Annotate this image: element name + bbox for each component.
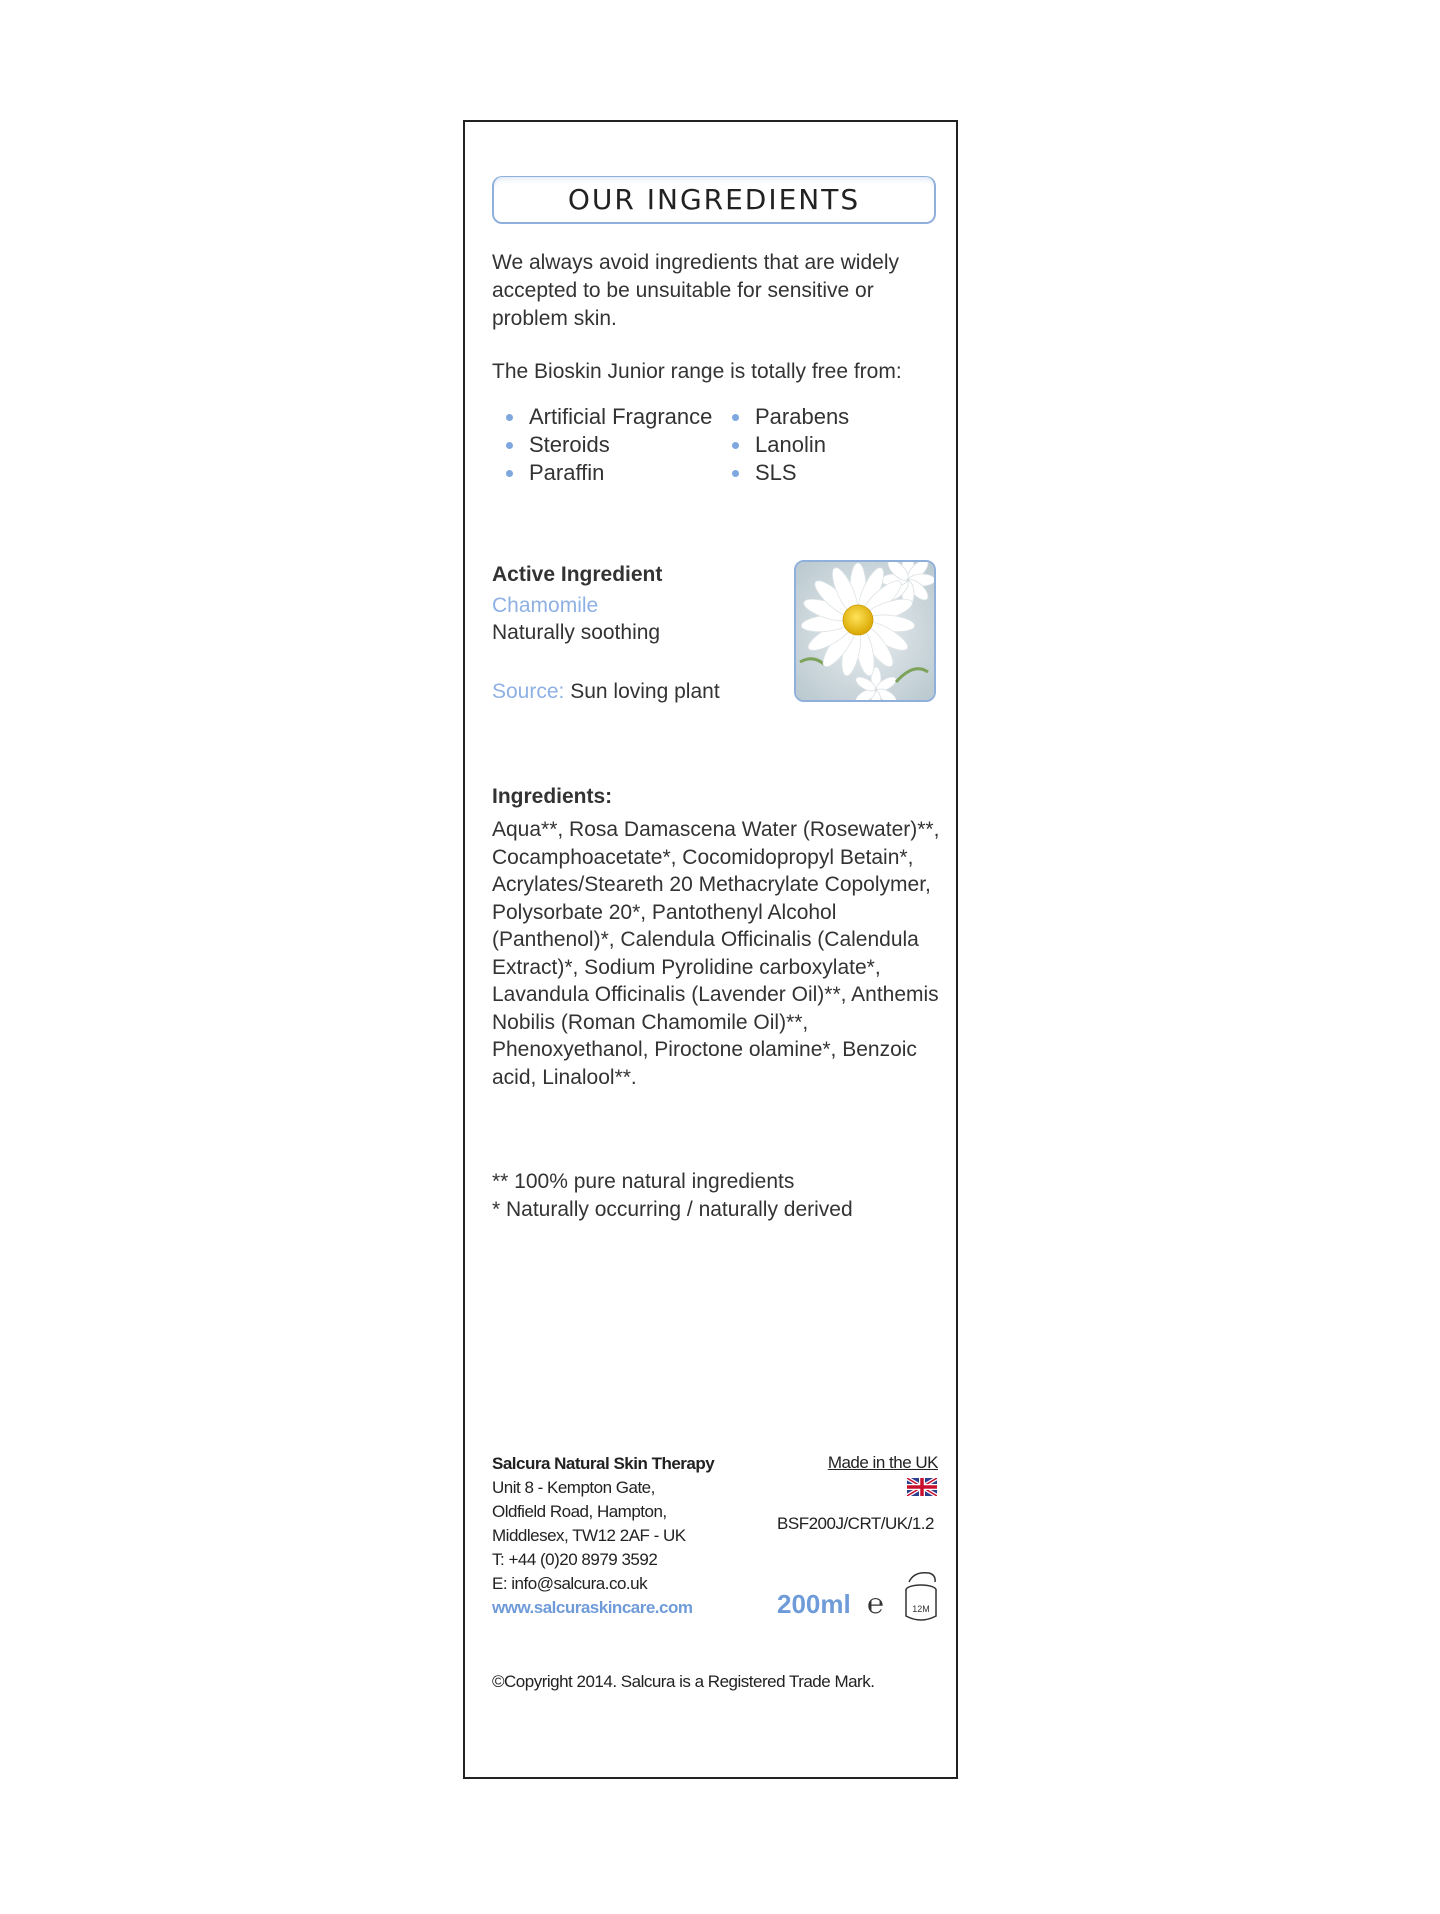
company-address xyxy=(492,1452,714,1620)
bullet-icon xyxy=(732,442,739,449)
product-code: BSF200J/CRT/UK/1.2 xyxy=(777,1514,934,1533)
source-value: Sun loving plant xyxy=(570,680,720,703)
address-line: Oldfield Road, Hampton, xyxy=(492,1502,667,1521)
free-from-intro: The Bioskin Junior range is totally free from: xyxy=(492,360,902,383)
list-item: SLS xyxy=(732,459,926,487)
active-ingredient-benefit: Naturally soothing xyxy=(492,621,661,644)
made-in-label: Made in the UK xyxy=(827,1453,938,1472)
list-item: Steroids xyxy=(506,431,732,459)
list-item: Parabens xyxy=(732,403,926,431)
website-link[interactable]: www.salcuraskincare.com xyxy=(492,1598,693,1617)
source-line xyxy=(492,678,720,706)
chamomile-image xyxy=(794,560,936,702)
address-line: Unit 8 - Kempton Gate, xyxy=(492,1478,655,1497)
company-name: Salcura Natural Skin Therapy xyxy=(492,1454,715,1473)
address-line: Middlesex, TW12 2AF - UK xyxy=(492,1526,686,1545)
pao-label: 12M xyxy=(912,1604,930,1614)
list-item: Artificial Fragrance xyxy=(506,403,732,431)
open-jar-icon xyxy=(902,1568,940,1626)
volume: 200ml xyxy=(777,1589,851,1619)
list-item: Lanolin xyxy=(732,431,926,459)
email: E: info@salcura.co.uk xyxy=(492,1574,648,1593)
active-ingredient-name: Chamomile xyxy=(492,594,599,617)
source-label: Source: xyxy=(492,680,565,703)
note-naturally-derived: * Naturally occurring / naturally derived xyxy=(492,1198,853,1221)
copyright: ©Copyright 2014. Salcura is a Registered Trade Mark. xyxy=(492,1672,875,1691)
phone: T: +44 (0)20 8979 3592 xyxy=(492,1550,658,1569)
free-from-list xyxy=(506,403,926,487)
estimated-sign-icon: ℮ xyxy=(867,1588,884,1619)
active-ingredient-heading: Active Ingredient xyxy=(492,563,663,586)
section-title-box xyxy=(492,176,936,224)
note-pure-natural: ** 100% pure natural ingredients xyxy=(492,1170,795,1193)
bullet-icon xyxy=(506,442,513,449)
bullet-icon xyxy=(506,470,513,477)
ingredients-list: Aqua**, Rosa Damascena Water (Rosewater)**, Cocamphoacetate*, Cocomidopropyl Betain*, Acrylates/Steareth 20 Methacrylate Copolymer, Polysorbate 20*, Pantothenyl Alcohol (Panthenol)*, Calendula Officinalis (Calendula Extract)*, Sodium Pyrolidine carboxylate*, Lavandula Officinalis (Lavender Oil)**, Anthemis Nobilis (Roman Chamomile Oil)**, Phenoxyethanol, Piroctone olamine*, Benzoic acid, Linalool**. xyxy=(492,818,940,1089)
bullet-icon xyxy=(506,414,513,421)
uk-flag-icon xyxy=(907,1478,937,1496)
bullet-icon xyxy=(732,414,739,421)
bullet-icon xyxy=(732,470,739,477)
list-item: Paraffin xyxy=(506,459,732,487)
intro-text: We always avoid ingredients that are widely accepted to be unsuitable for sensitive or problem skin. xyxy=(492,251,899,330)
ingredient-notes xyxy=(492,1168,952,1224)
product-label xyxy=(463,120,958,1779)
ingredients-heading: Ingredients: xyxy=(492,785,613,808)
section-title: OUR INGREDIENTS xyxy=(567,183,861,216)
